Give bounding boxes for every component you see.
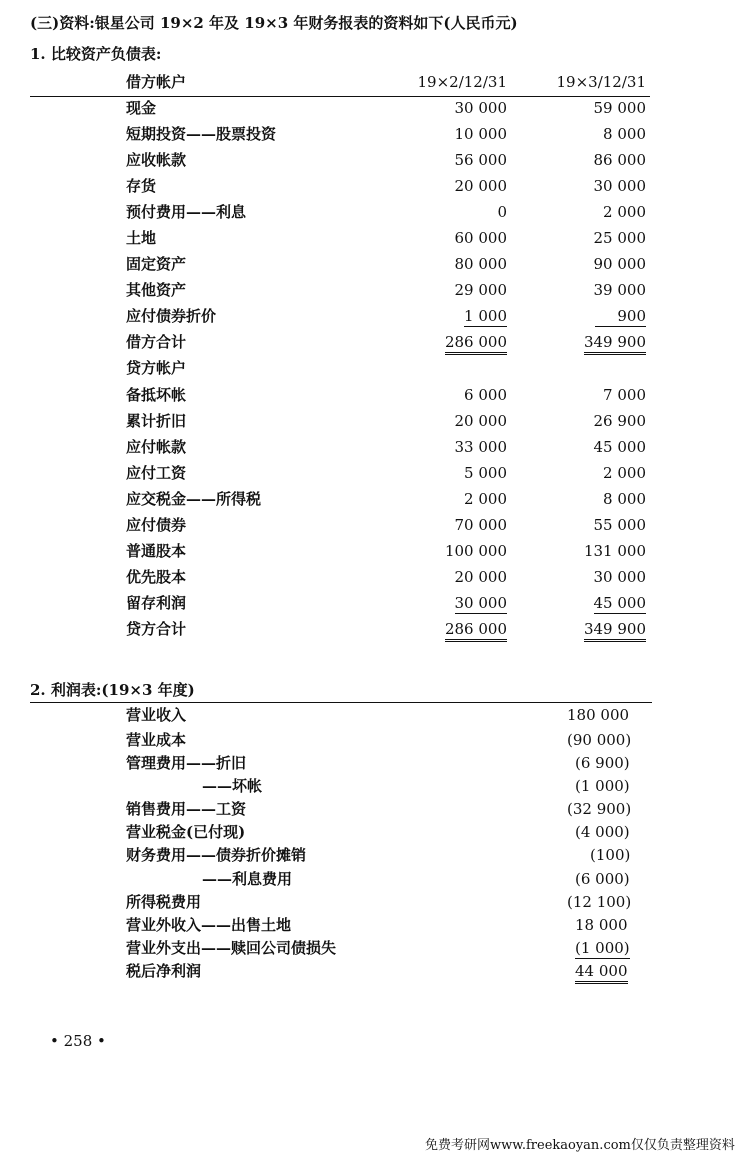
list-item-value: (100): [590, 846, 631, 864]
table-row-value-1: 2 000: [464, 490, 507, 508]
table-row-value-1: 60 000: [454, 229, 507, 247]
bs-header-col1: 19×2/12/31: [417, 73, 507, 91]
list-item-label: 税后净利润: [126, 962, 202, 980]
bs-header-col2: 19×3/12/31: [556, 73, 646, 91]
is-header-rule: [30, 702, 652, 703]
list-item-value: (4 000): [575, 823, 630, 841]
table-row-value-2: 45 000: [593, 438, 646, 456]
list-item-label: 营业税金(已付现): [126, 823, 246, 841]
table-row-label: 优先股本: [126, 568, 187, 586]
list-item-label: 营业外收入——出售土地: [126, 916, 292, 934]
list-item-value: (6 900): [575, 754, 630, 772]
list-item-value: 44 000: [575, 962, 628, 980]
table-row-value-2: 30 000: [593, 568, 646, 586]
table-row-value-1: 6 000: [464, 386, 507, 404]
table-row-label: 应付债券折价: [126, 307, 217, 325]
table-row-label: 应交税金——所得税: [126, 490, 262, 508]
table-row-label: 普通股本: [126, 542, 187, 560]
table-row-value-1: 20 000: [454, 412, 507, 430]
table-row-label: 应付债券: [126, 516, 187, 534]
table-row-label: 存货: [126, 177, 157, 195]
list-item-value: (90 000): [567, 731, 632, 749]
table-row-value-2: 2 000: [603, 464, 646, 482]
table-row-label: 短期投资——股票投资: [126, 125, 277, 143]
table-row-value-1: 56 000: [454, 151, 507, 169]
table-row-value-1: 30 000: [454, 594, 507, 612]
table-row-value-1: 10 000: [454, 125, 507, 143]
table-row-value-1: 100 000: [444, 542, 507, 560]
list-item-label: 管理费用——折旧: [126, 754, 247, 772]
table-row-value-2: 900: [520, 307, 646, 325]
table-row-value-2: 30 000: [593, 177, 646, 195]
list-item-label: 所得税费用: [126, 893, 202, 911]
table-row-value-2: 90 000: [593, 255, 646, 273]
table-row-label: 备抵坏帐: [126, 386, 187, 404]
table-row-label: 借方合计: [126, 333, 187, 351]
list-item-label: 营业成本: [126, 731, 187, 749]
table-row-label: 贷方合计: [126, 620, 187, 638]
table-row-label: 固定资产: [126, 255, 187, 273]
table-row-label: 其他资产: [126, 281, 187, 299]
table-row-value-1: 0: [497, 203, 507, 221]
list-item-value: (32 900): [567, 800, 632, 818]
list-item-value: (1 000): [575, 939, 630, 957]
table-row-label: 应付帐款: [126, 438, 187, 456]
table-row-value-2: 86 000: [593, 151, 646, 169]
table-row-value-2: 8 000: [603, 490, 646, 508]
list-item-value: 180 000: [567, 706, 630, 724]
list-item-value: (6 000): [575, 870, 630, 888]
table-row-value-2: 131 000: [583, 542, 646, 560]
table-row-value-2: 349 900: [520, 620, 646, 638]
list-item-label: 销售费用——工资: [126, 800, 247, 818]
table-row-label: 土地: [126, 229, 157, 247]
table-row-label: 留存利润: [126, 594, 187, 612]
table-row-value-1: 286 000: [380, 333, 507, 351]
list-item-value: (1 000): [575, 777, 630, 795]
table-row-value-2: 2 000: [603, 203, 646, 221]
intro-text: (三)资料:银星公司 19×2 年及 19×3 年财务报表的资料如下(人民币元): [30, 14, 518, 32]
table-row-label: 现金: [126, 99, 157, 117]
table-row-value-2: 349 900: [520, 333, 646, 351]
table-row-label: 贷方帐户: [126, 359, 187, 377]
table-row-label: 预付费用——利息: [126, 203, 247, 221]
table-row-value-1: 5 000: [464, 464, 507, 482]
table-row-value-2: 39 000: [593, 281, 646, 299]
footer-watermark: 免费考研网www.freekaoyan.com仅仅负责整理资料: [425, 1138, 735, 1153]
list-item-label: ——利息费用: [202, 870, 293, 888]
table-row-value-2: 8 000: [603, 125, 646, 143]
page-number: • 258 •: [50, 1032, 106, 1050]
table-row-value-1: 80 000: [454, 255, 507, 273]
list-item-value: (12 100): [567, 893, 632, 911]
table-row-value-2: 59 000: [593, 99, 646, 117]
section2-title: 2. 利润表:(19×3 年度): [30, 681, 195, 699]
list-item-label: 营业收入: [126, 706, 187, 724]
table-row-value-2: 7 000: [603, 386, 646, 404]
list-item-value: 18 000: [575, 916, 628, 934]
section1-title: 1. 比较资产负债表:: [30, 45, 162, 63]
table-row-value-1: 20 000: [454, 568, 507, 586]
table-row-label: 应收帐款: [126, 151, 187, 169]
table-row-value-1: 33 000: [454, 438, 507, 456]
list-item-label: 营业外支出——赎回公司债损失: [126, 939, 337, 957]
table-row-value-1: 30 000: [454, 99, 507, 117]
bs-header-label: 借方帐户: [126, 73, 187, 91]
table-row-value-2: 26 900: [593, 412, 646, 430]
list-item-label: ——坏帐: [202, 777, 263, 795]
table-row-value-1: 20 000: [454, 177, 507, 195]
table-row-label: 累计折旧: [126, 412, 187, 430]
table-row-value-2: 55 000: [593, 516, 646, 534]
table-row-value-1: 29 000: [454, 281, 507, 299]
bs-header-rule: [30, 96, 650, 97]
table-row-value-1: 70 000: [454, 516, 507, 534]
table-row-value-1: 286 000: [380, 620, 507, 638]
table-row-value-1: 1 000: [464, 307, 507, 325]
table-row-value-2: 25 000: [593, 229, 646, 247]
table-row-label: 应付工资: [126, 464, 187, 482]
table-row-value-2: 45 000: [593, 594, 646, 612]
list-item-label: 财务费用——债券折价摊销: [126, 846, 307, 864]
